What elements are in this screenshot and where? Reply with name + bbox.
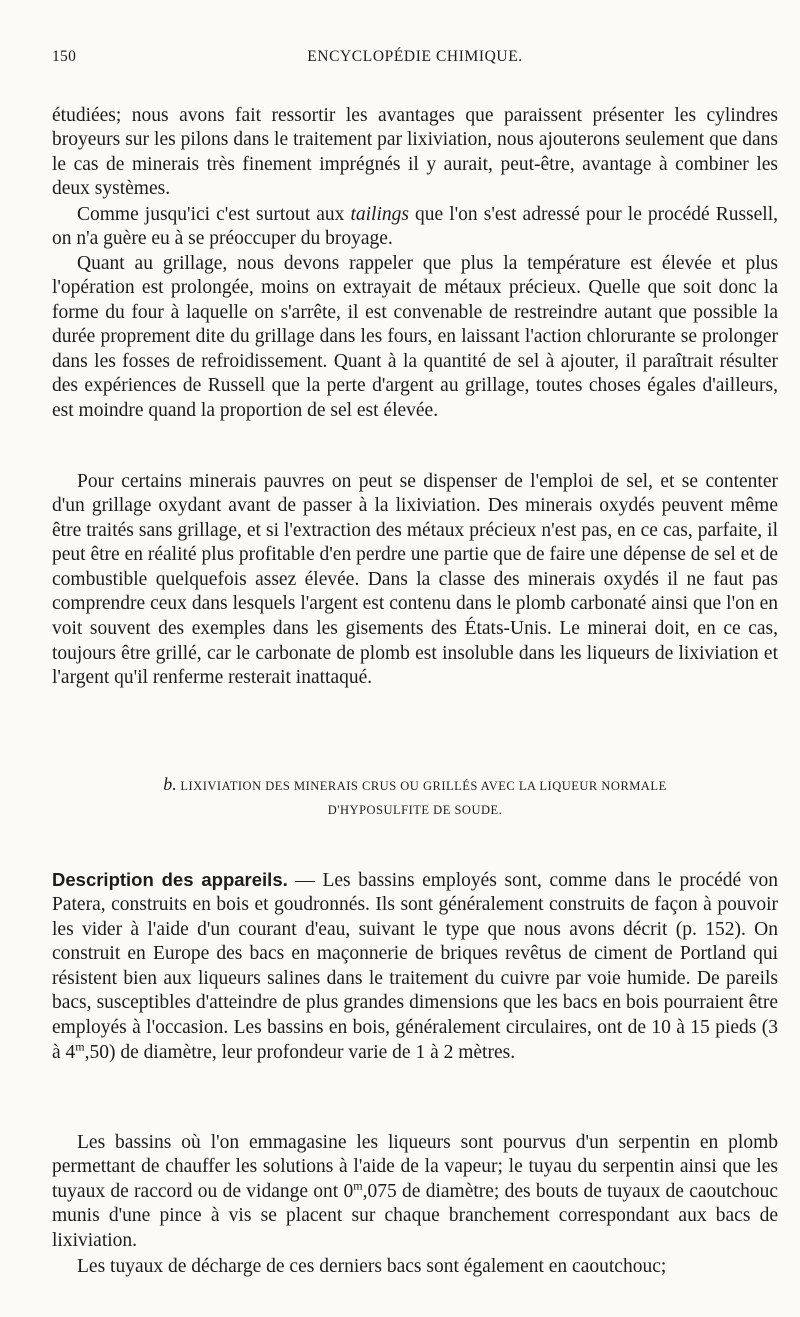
paragraph-1: étudiées; nous avons fait ressortir les avantages que paraissent présenter les cylindres broyeurs sur les pilons dans le traitement par lixiviation, nous ajouterons seulement que dans le cas de minerais très finement imprégnés il y aurait, peut-être, avantage à combiner les deux systèmes. bbox=[52, 104, 778, 200]
page-header bbox=[52, 48, 778, 74]
paragraph-2-text-a: Comme jusqu'ici c'est surtout aux bbox=[77, 203, 351, 225]
section-title-line-1: LIXIVIATION DES MINERAIS CRUS OU GRILLÉS AVEC LA LIQUEUR NORMALE bbox=[180, 779, 667, 793]
paragraph-6-text-a: Les bassins où l'on emmagasine les liqueurs sont pourvus d'un serpentin en plomb permettant de chauffer les solutions à l'aide de la vapeur; le tuyau du serpentin ainsi que les tuyaux de raccord ou de vidange ont 0 bbox=[52, 1131, 778, 1202]
paragraph-6-superscript: m bbox=[353, 1178, 363, 1193]
paragraph-3: Quant au grillage, nous devons rappeler que plus la température est élevée et plus l'opération est prolongée, moins on extrayait de métaux précieux. Quelle que soit donc la forme du four à laquelle on s'arrête, il est convenable de restreindre autant que possible la durée proprement dite du grillage dans les fours, en laissant l'action chlorurante se prolonger dans les fosses de refroidissement. Quant à la quantité de sel à ajouter, il paraîtrait résulter des expériences de Russell que la perte d'argent au grillage, toutes choses égales d'ailleurs, est moindre quand la proportion de sel est élevée. bbox=[52, 252, 778, 422]
description-text-b: ,50) de diamètre, leur profondeur varie de 1 à 2 mètres. bbox=[84, 1041, 516, 1063]
section-title-line-2: D'HYPOSULFITE DE SOUDE. bbox=[327, 803, 503, 817]
description-dash: — bbox=[287, 869, 323, 891]
paragraph-4: Pour certains minerais pauvres on peut se dispenser de l'emploi de sel, et se contenter d'un grillage oxydant avant de passer à la lixiviation. Des minerais oxydés peuvent même être traités sans grillage, et si l'extraction des métaux précieux n'est pas, en ce cas, parfaite, il peut être en réalité plus profitable d'en perdre une partie que de faire une dépense de sel et de combustible quelquefois assez élevée. Dans la classe des minerais oxydés il ne faut pas comprendre ceux dans lesquels l'argent est contenu dans le plomb carbonaté ainsi que l'on en voit souvent des exemples dans les gisements des États-Unis. Le minerai doit, en ce cas, toujours être grillé, car le carbonate de plomb est insoluble dans les liqueurs de lixiviation et l'argent qu'il renferme resterait inattaqué. bbox=[52, 470, 778, 689]
description-text-a: Les bassins employés sont, comme dans le procédé von Patera, construits en bois et goudronnés. Ils sont généralement construits de façon à pouvoir les vider à l'aide d'un courant d'eau, suivant le type que nous avons décrit (p. 152). On construit en Europe des bacs en maçonnerie de briques revêtus de ciment de Portland qui résistent bien aux liqueurs salines dans le traitement du cuivre par voie humide. De pareils bacs, susceptibles d'atteindre de plus grandes dimensions que les bacs en bois pourraient être employés à l'occasion. Les bassins en bois, généralement circulaires, ont de 10 à 15 pieds (3 à 4 bbox=[52, 869, 779, 1063]
description-lead: Description des appareils. bbox=[52, 868, 288, 890]
description-paragraph bbox=[52, 868, 778, 1066]
section-heading bbox=[52, 772, 778, 822]
paragraph-6-text-b: ,075 de diamètre; des bouts de tuyaux de caoutchouc munis d'une pince à vis se placent sur chaque branchement correspondant aux bacs de lixiviation. bbox=[52, 1180, 778, 1251]
paragraph-2-text-b: que l'on s'est adressé pour le procédé Russell, on n'a guère eu à se préoccuper du broyage. bbox=[52, 203, 778, 250]
description-superscript: m bbox=[75, 1039, 85, 1054]
page-number: 150 bbox=[52, 48, 77, 65]
running-title: ENCYCLOPÉDIE CHIMIQUE. bbox=[307, 48, 523, 65]
paragraph-2-italic-term: tailings bbox=[350, 203, 409, 225]
section-heading-line-1 bbox=[52, 772, 778, 798]
paragraph-6 bbox=[52, 1131, 778, 1254]
paragraph-7: Les tuyaux de décharge de ces derniers bacs sont également en caoutchouc; bbox=[77, 1255, 667, 1277]
section-letter: b. bbox=[163, 774, 177, 794]
paragraph-2 bbox=[52, 203, 778, 252]
section-heading-line-2 bbox=[52, 798, 778, 822]
